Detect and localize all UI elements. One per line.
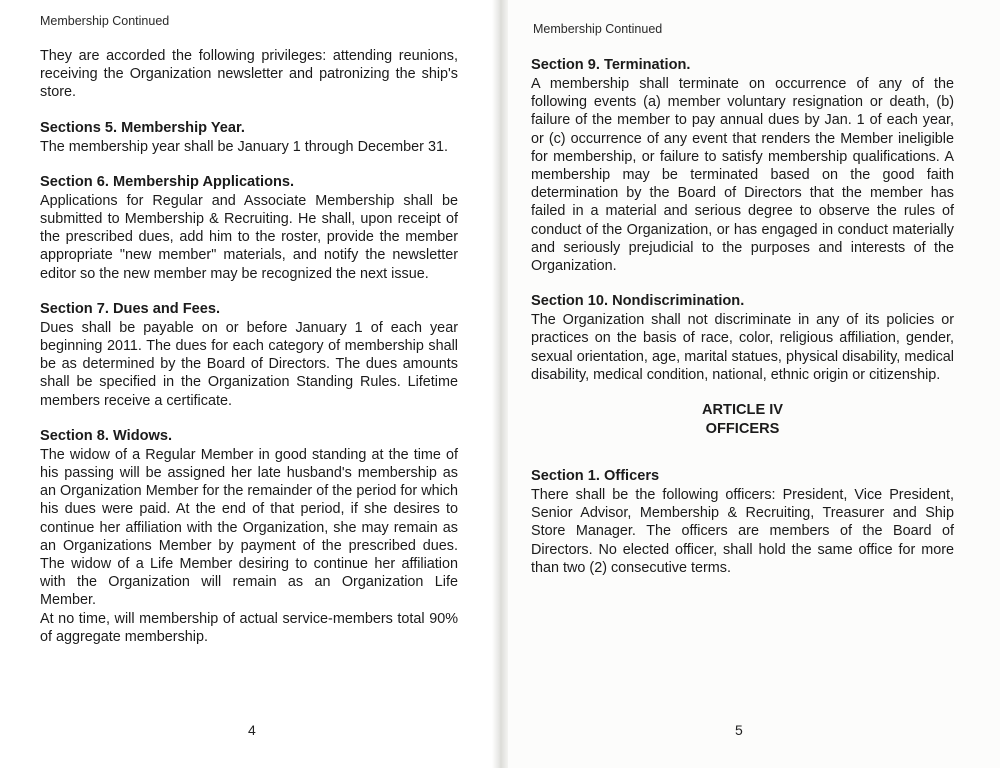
section-7-body: Dues shall be payable on or before January 1 of each year beginning 2011. The dues for each category of membership shall be as determined by the Board of Directors. The dues amounts shall be specified in the Organization Standing Rules. Lifetime members receive a certificate. (40, 319, 458, 409)
section-5-body: The membership year shall be January 1 through December 31. (40, 138, 448, 155)
section-9-heading: Section 9. Termination. (531, 57, 691, 73)
running-head-right: Membership Continued (533, 22, 663, 36)
section-9 (531, 56, 954, 275)
article-heading (531, 401, 954, 439)
section-7-heading: Section 7. Dues and Fees. (40, 300, 221, 317)
officers-heading: Section 1. Officers (531, 468, 660, 485)
page-number-right: 5 (735, 722, 743, 738)
section-8-note: At no time, will membership of actual service-members total 90% of aggregate membership. (40, 610, 458, 645)
left-page-content (40, 47, 458, 663)
right-page-content (531, 56, 954, 594)
section-9-body: A membership shall terminate on occurrence of any of the following events (a) member voluntary resignation or death, (b) failure of the member to pay annual dues by Jan. 1 of each year, or (c) occurrence of any event that renders the Member ineligible for membership, or failure to satisfy membership qualifications. A membership may be terminated based on the good faith determination by the Board of Directors that the member has failed in a material and serious degree to observe the rules of conduct of the Organization, or has engaged in conduct materially and seriously prejudicial to the purposes and interests of the Organization. (531, 76, 954, 275)
section-10-heading: Section 10. Nondiscrimination. (531, 293, 745, 310)
book-gutter (492, 0, 508, 768)
article-title: OFFICERS (705, 421, 780, 438)
section-8 (40, 427, 458, 646)
section-5 (40, 119, 458, 156)
section-10 (531, 292, 954, 384)
section-8-body: The widow of a Regular Member in good standing at the time of his passing will be assigned her late husband's membership as an Organization Member for the remainder of the period for which his dues were paid. At the end of that period, if she desires to continue her affiliation with the Organization, she may remain as an Organizations Member by payment of the prescribed dues. The widow of a Life Member desiring to continue her affiliation with the Organization will remain as an Organization Life Member. (40, 446, 458, 609)
page-number-left: 4 (248, 722, 256, 738)
section-7 (40, 300, 458, 410)
running-head-left: Membership Continued (40, 14, 170, 28)
officers-section (531, 467, 954, 577)
intro-paragraph (40, 47, 458, 102)
section-10-body: The Organization shall not discriminate in any of its policies or practices on the basis of race, color, religious affiliation, gender, sexual orientation, age, marital statues, physical disability, medical disability, medical condition, national, ethnic origin or citizenship. (531, 312, 954, 383)
intro-text: They are accorded the following privileges: attending reunions, receiving the Organization newsletter and patronizing the ship's store. (40, 48, 458, 101)
section-6 (40, 173, 458, 283)
article-number: ARTICLE IV (701, 402, 784, 419)
section-5-heading: Sections 5. Membership Year. (40, 119, 245, 136)
left-page (0, 0, 498, 768)
right-page (503, 0, 1000, 768)
section-6-heading: Section 6. Membership Applications. (40, 173, 295, 190)
officers-body: There shall be the following officers: President, Vice President, Senior Advisor, Membership & Recruiting, Treasurer and Ship Store Manager. The officers are members of the Board of Directors. No elected officer, shall hold the same office for more than two (2) consecutive terms. (531, 487, 954, 576)
section-8-heading: Section 8. Widows. (40, 427, 173, 444)
section-6-body: Applications for Regular and Associate Membership shall be submitted to Membership & Recruiting. He shall, upon receipt of the prescribed dues, add him to the roster, provide the member appropriate "new member" materials, and notify the newsletter editor so the new member may be recognized the next issue. (40, 192, 458, 282)
